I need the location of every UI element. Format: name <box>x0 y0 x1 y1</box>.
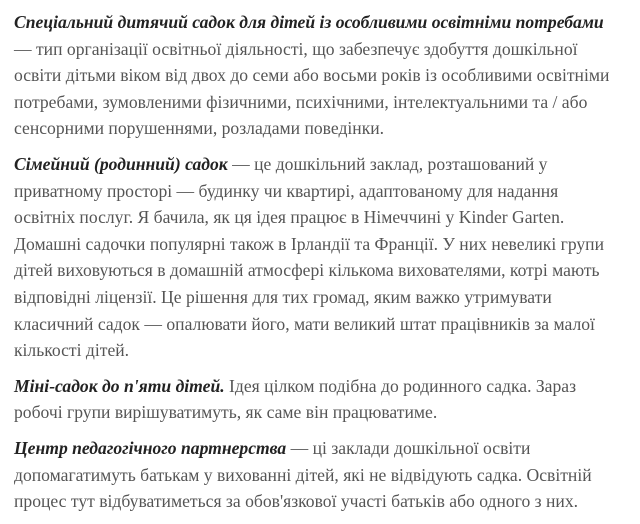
paragraph-pedagogical-partnership-center <box>14 435 640 515</box>
term-heading: Міні-садок до п'яти дітей. <box>14 375 225 396</box>
paragraph-line: дітей виховуються в домашній атмосфері кількома вихователями, котрі мають <box>14 260 600 281</box>
paragraph-line: робочі групи вирішуватимуть, як саме він працюватиме. <box>14 402 438 423</box>
paragraph-line: потребами, зумовленими фізичними, психічними, інтелектуальними та / або <box>14 91 588 112</box>
paragraph-family-kindergarten <box>14 151 640 364</box>
paragraph-line: освіти дітьми віком від двох до семи або восьми років із особливими освітніми <box>14 65 610 86</box>
paragraph-line: допомагатимуть батькам у вихованні дітей, які не відвідують садка. Освітній <box>14 464 592 485</box>
paragraph-line: процес тут відбуватиметься за обов'язкової участі батьків або одного з них. <box>14 491 579 512</box>
paragraph-line <box>14 151 640 178</box>
paragraph-line: освітніх послуг. Я бачила, як ця ідея працює в Німеччині у Kinder Garten. <box>14 207 565 228</box>
paragraph-line: — тип організації освітньої діяльності, що забезпечує здобуття дошкільної <box>14 38 578 59</box>
term-heading: Сімейний (родинний) садок <box>14 153 228 174</box>
paragraph-line: приватному просторі — будинку чи квартирі, адаптованому для надання <box>14 180 559 201</box>
paragraph-line: сенсорними порушеннями, розладами поведінки. <box>14 118 385 139</box>
term-heading: Спеціальний дитячий садок для дітей із особливими освітніми потребами <box>14 12 604 32</box>
paragraph-line: Домашні садочки популярні також в Ірландії та Франції. У них невеликі групи <box>14 233 605 254</box>
paragraph-line: кількості дітей. <box>14 340 130 361</box>
term-heading: Центр педагогічного партнерства <box>14 437 287 458</box>
paragraph-text: — це дошкільний заклад, розташований у <box>227 153 548 174</box>
paragraph-line <box>14 373 640 400</box>
paragraph-line: відповідні ліцензії. Це рішення для тих громад, яким важко утримувати <box>14 286 552 307</box>
article-body <box>14 9 640 524</box>
paragraph-text: — ці заклади дошкільної освіти <box>286 437 531 458</box>
paragraph-mini-kindergarten <box>14 373 640 426</box>
paragraph-line <box>14 9 640 36</box>
paragraph-special-kindergarten <box>14 9 640 142</box>
paragraph-text: Ідея цілком подібна до родинного садка. Зараз <box>224 375 577 396</box>
paragraph-line: класичний садок — опалювати його, мати великий штат працівників за малої <box>14 313 595 334</box>
paragraph-line <box>14 435 640 462</box>
